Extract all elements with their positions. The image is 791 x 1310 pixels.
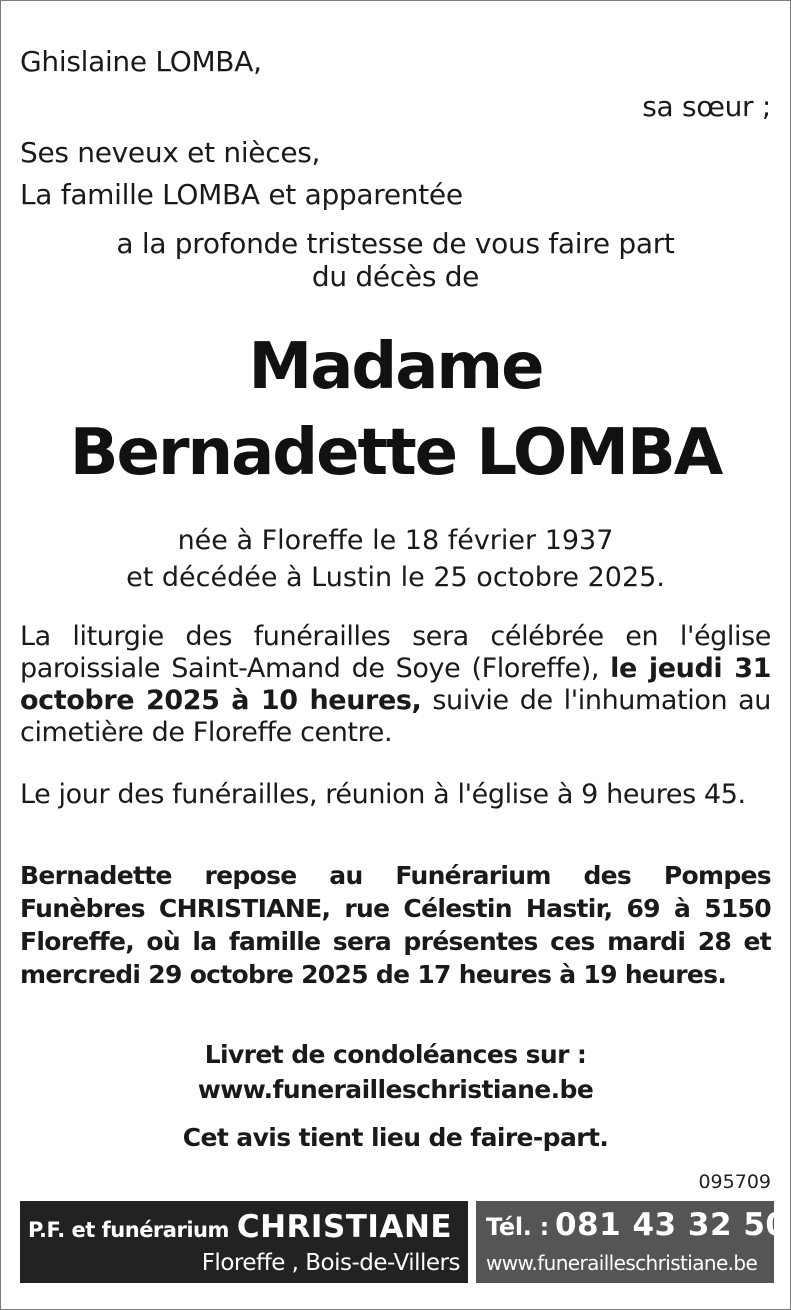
family-line-family: La famille LOMBA et apparentée — [20, 178, 463, 211]
funeral-home-name: CHRISTIANE — [236, 1209, 453, 1245]
funeral-home-locations: Floreffe , Bois-de-Villers — [201, 1250, 460, 1276]
meeting-paragraph: Le jour des funérailles, réunion à l'église à 9 heures 45. — [20, 779, 746, 810]
ceremony-date-time: le jeudi 31 octobre 2025 à 10 heures, — [20, 653, 772, 716]
ceremony-paragraph — [20, 621, 771, 749]
deceased-name: Bernadette LOMBA — [69, 416, 722, 490]
funeral-home-prefix: P.F. et funérarium — [28, 1218, 229, 1242]
funeral-home-contact — [476, 1201, 788, 1283]
deceased-title: Madame — [248, 330, 543, 404]
funeral-home-website[interactable]: www.funerailleschristiane.be — [486, 1251, 758, 1275]
reference-number: 095709 — [698, 1171, 771, 1193]
ceremony-text-start: La liturgie des funérailles sera célébrée en l'église paroissiale Saint-Amand de Soye (Floreffe), — [20, 621, 771, 684]
death-info: et décédée à Lustin le 25 octobre 2025. — [126, 562, 665, 593]
visitation-paragraph: Bernadette repose au Funérarium des Pompes Funèbres CHRISTIANE, rue Célestin Hastir, 69 à 5150 Floreffe, où la famille sera présentes ces mardi 28 et mercredi 29 octobre 2025 de 17 heures à 19 heures. — [20, 861, 771, 989]
family-line-sister: Ghislaine LOMBA, — [20, 45, 262, 78]
announcement-line: a la profonde tristesse de vous faire part — [116, 227, 675, 260]
condolences-label: Livret de condoléances sur : — [204, 1040, 587, 1069]
funeral-home-banner — [20, 1201, 788, 1283]
family-line-nephews: Ses neveux et nièces, — [20, 136, 321, 169]
condolences-url[interactable]: www.funerailleschristiane.be — [197, 1075, 594, 1104]
phone-number[interactable]: 081 43 32 50 — [554, 1207, 788, 1243]
family-line-relation: sa sœur ; — [642, 90, 771, 123]
birth-info: née à Floreffe le 18 février 1937 — [177, 525, 614, 556]
banner-divider — [468, 1201, 476, 1283]
phone-label: Tél. : — [486, 1213, 549, 1241]
notice-note: Cet avis tient lieu de faire-part. — [182, 1123, 609, 1152]
funeral-home-identity — [20, 1201, 466, 1283]
ceremony-text-end: suivie de l'inhumation au cimetière de Floreffe centre. — [20, 685, 771, 748]
announcement-line-death: du décès de — [311, 260, 480, 293]
